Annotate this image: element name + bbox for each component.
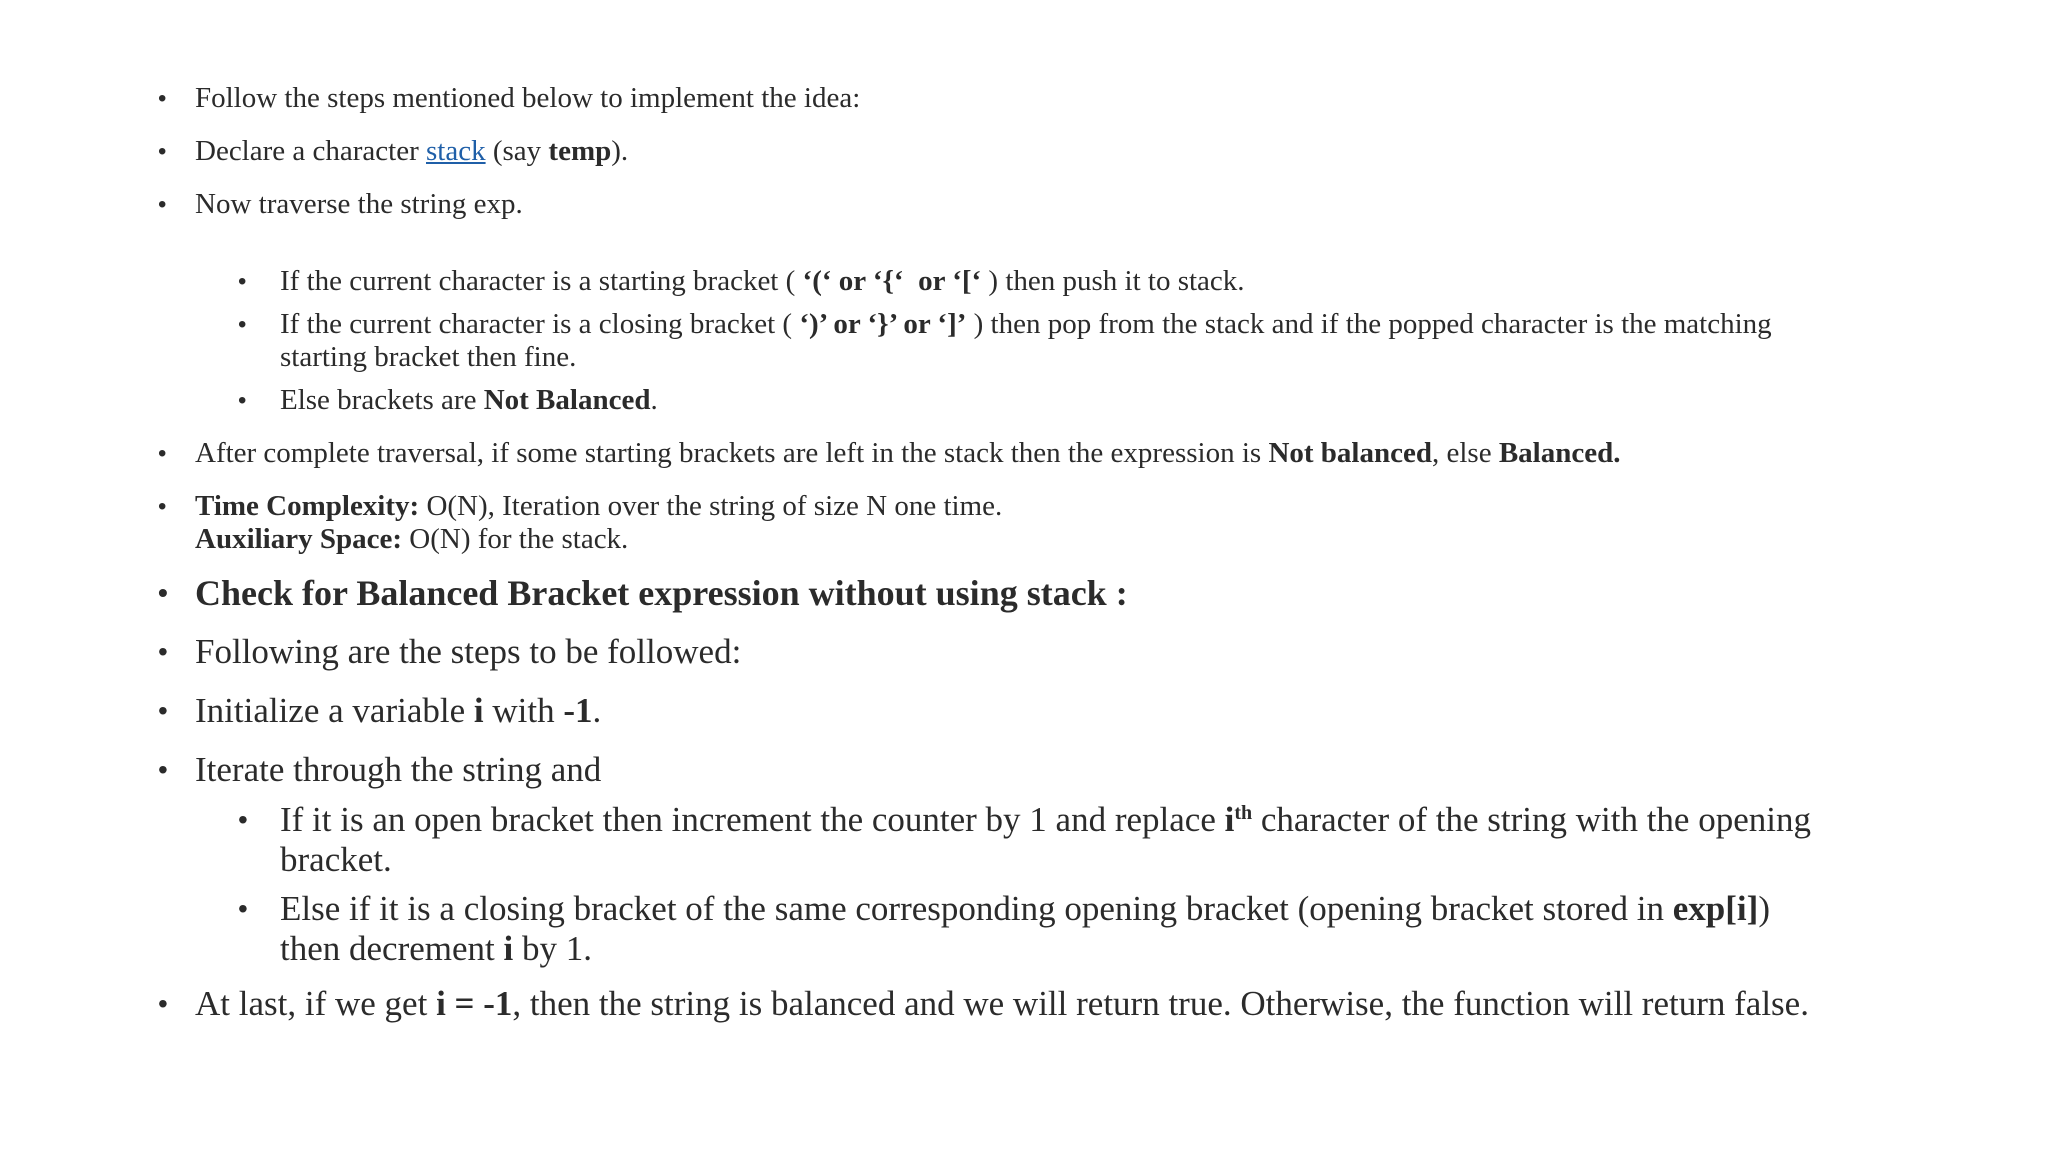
bullet-bold-text: Not Balanced <box>483 384 651 416</box>
bullet-text: (say <box>485 135 549 167</box>
bullet-text: ) <box>1758 889 1770 928</box>
bullet-text: , else <box>1431 437 1499 469</box>
time-complexity-label: Time Complexity: <box>195 490 420 522</box>
bullet-text: Following are the steps to be followed: <box>195 632 742 671</box>
bullet-bold-text: ‘(‘ or ‘{‘ or ‘[‘ <box>802 265 982 297</box>
bullet-text: Else if it is a closing bracket of the same corresponding opening bracket (opening bracket stored in <box>280 889 1673 928</box>
bullet-text: Now traverse the string exp. <box>195 188 523 220</box>
stack-link[interactable]: stack <box>426 135 486 167</box>
bullet-bold-text: i <box>473 691 484 730</box>
bullet-steps-followed <box>195 632 741 672</box>
bullet-complexity <box>195 490 1002 556</box>
bullet-bold-text: i <box>503 929 514 968</box>
time-complexity-text: O(N), Iteration over the string of size N one time. <box>419 490 1003 522</box>
bullet-text: character of the string with the opening <box>1252 800 1811 839</box>
bullet-text: . <box>592 691 602 730</box>
auxiliary-space-text: O(N) for the stack. <box>402 523 629 555</box>
superscript-th: th <box>1234 802 1253 824</box>
bullet-text: ) then push it to stack. <box>981 265 1245 297</box>
bullet-iterate <box>195 750 601 790</box>
bullet-text: If it is an open bracket then increment the counter by 1 and replace <box>280 800 1225 839</box>
sub-bullet-closing-bracket-decrement <box>280 889 1880 969</box>
bullet-bold-text: temp <box>548 135 612 167</box>
bullet-text: At last, if we get <box>195 984 437 1023</box>
bullet-text: If the current character is a closing bracket ( <box>280 308 800 340</box>
bullet-text: by 1. <box>513 929 592 968</box>
bullet-bold-text: -1 <box>563 691 593 730</box>
bullet-bold-text: i <box>1224 800 1235 839</box>
bullet-follow-steps <box>195 82 860 115</box>
sub-bullet-starting-bracket <box>280 265 1880 298</box>
bullet-initialize <box>195 691 601 731</box>
bullet-text: Declare a character <box>195 135 426 167</box>
bullet-text: then decrement <box>280 929 504 968</box>
bullet-text: If the current character is a starting bracket ( <box>280 265 803 297</box>
bullet-text: with <box>483 691 564 730</box>
bullet-text: ). <box>611 135 629 167</box>
bullet-bold-text: ‘)’ or ‘}’ or ‘]’ <box>799 308 967 340</box>
bullet-text: starting bracket then fine. <box>280 341 577 373</box>
bullet-text: Iterate through the string and <box>195 750 602 789</box>
bullet-declare-stack <box>195 135 628 168</box>
bullet-bold-text: Not balanced <box>1268 437 1432 469</box>
sub-bullet-not-balanced <box>280 384 1880 417</box>
bullet-bold-text: i = -1 <box>436 984 513 1023</box>
section-heading <box>195 573 1128 613</box>
bullet-at-last <box>195 984 1809 1024</box>
bullet-text: ) then pop from the stack and if the popped character is the matching <box>966 308 1772 340</box>
bullet-after-traversal <box>195 437 1620 470</box>
bullet-bold-text: exp[i] <box>1672 889 1759 928</box>
bullet-bold-text: Balanced. <box>1498 437 1621 469</box>
bullet-text: Follow the steps mentioned below to implement the idea: <box>195 82 861 114</box>
auxiliary-space-label: Auxiliary Space: <box>195 523 403 555</box>
bullet-text: . <box>650 384 658 416</box>
bullet-text: Initialize a variable <box>195 691 474 730</box>
bullet-text: bracket. <box>280 840 392 879</box>
sub-bullet-open-bracket <box>280 800 1880 880</box>
heading-text: Check for Balanced Bracket expression without using stack : <box>195 573 1128 613</box>
bullet-traverse <box>195 188 523 221</box>
sub-bullet-closing-bracket <box>280 308 1880 374</box>
bullet-text: , then the string is balanced and we will return true. Otherwise, the function will return false. <box>512 984 1809 1023</box>
bullet-text: After complete traversal, if some starting brackets are left in the stack then the expression is <box>195 437 1269 469</box>
bullet-text: Else brackets are <box>280 384 484 416</box>
